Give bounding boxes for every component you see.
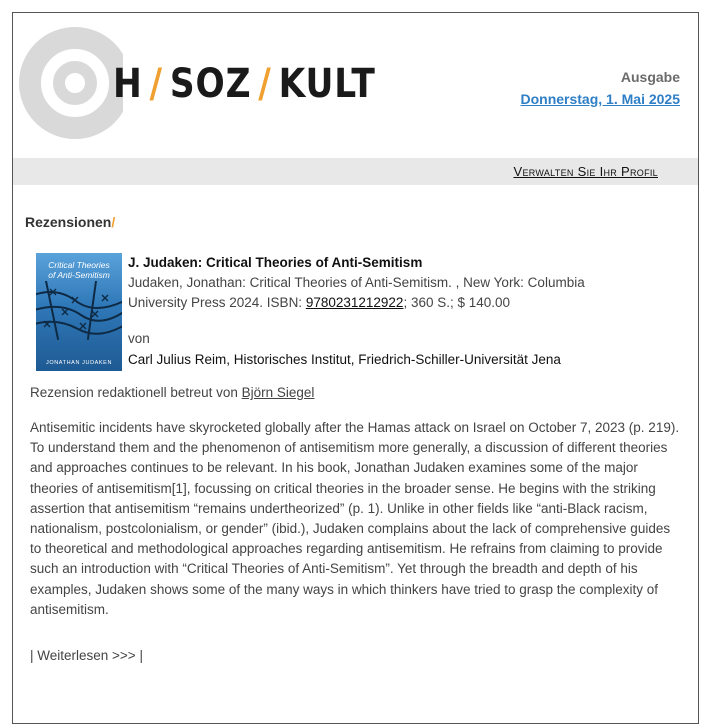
cover-title-line: of Anti-Semitism bbox=[48, 270, 110, 280]
barbed-wire-icon bbox=[36, 281, 122, 341]
book-cover[interactable] bbox=[36, 253, 122, 371]
brand-slash: / bbox=[258, 61, 272, 107]
review-body: Antisemitic incidents have skyrocketed globally after the Hamas attack on Israel on October 7, 2023 (p. 219). To understand them and the phenomenon of antisemitism more generally, a discussion of different theories and approaches continues to be relevant. In his book, Jonathan Judaken examines some of the major theories of antisemitism[1], focussing on critical theories in the broader sense. He begins with the striking assertion that antisemitism “remains undertheorized” (p. 1). Unlike in other fields like “anti-Black racism, nationalism, postcolonialism, or gender” (ibid.), Judaken complains about the lack of comprehensive guides to theoretical and methodological approaches regarding antisemitism. He refrains from claiming to provide such an introduction with “Critical Theories of Anti-Semitism”. Yet through the breadth and depth of his examples, Judaken shows some of the many ways in which thinkers have tried to grasp the complexity of antisemitism. bbox=[30, 420, 680, 617]
book-info bbox=[128, 253, 688, 371]
brand-part-kult: KULT bbox=[278, 61, 376, 107]
cover-title-line: Critical Theories bbox=[48, 260, 110, 270]
editor-prefix: Rezension redaktionell betreut von bbox=[30, 385, 242, 400]
editor-line bbox=[30, 385, 314, 400]
section-slash: / bbox=[111, 214, 116, 230]
book-meta-text: ; 360 S.; $ 140.00 bbox=[403, 295, 511, 310]
von-label: von bbox=[128, 331, 150, 346]
cover-author: JONATHAN JUDAKEN bbox=[45, 360, 113, 366]
brand-part-soz: SOZ bbox=[169, 61, 252, 107]
read-more-link[interactable]: | Weiterlesen >>> | bbox=[30, 648, 143, 663]
issue-label: Ausgabe bbox=[620, 69, 680, 85]
cover-title bbox=[36, 260, 122, 280]
section-title-text: Rezensionen bbox=[25, 214, 112, 230]
profile-bar bbox=[13, 158, 698, 185]
logo-ring-icon bbox=[13, 13, 123, 143]
manage-profile-link[interactable]: Verwalten Sie Ihr Profil bbox=[513, 164, 658, 179]
brand-part-h: H bbox=[113, 61, 143, 107]
book-title-link[interactable]: J. Judaken: Critical Theories of Anti-Semitism bbox=[128, 255, 423, 270]
brand-logo[interactable] bbox=[113, 60, 376, 108]
reviewer: Carl Julius Reim, Historisches Institut, Friedrich-Schiller-Universität Jena bbox=[128, 352, 561, 367]
issue-info bbox=[520, 67, 680, 111]
newsletter-frame bbox=[12, 12, 699, 724]
header bbox=[13, 13, 698, 158]
book-meta-text: Judaken, Jonathan: Critical Theories of Anti-Semitism. , New York: Columbia University Press 2024. ISBN: bbox=[128, 275, 585, 310]
isbn-link[interactable]: 9780231212922 bbox=[305, 295, 404, 310]
brand-slash: / bbox=[149, 61, 163, 107]
section-title bbox=[25, 214, 115, 230]
book-meta bbox=[128, 273, 628, 313]
issue-date-link[interactable]: Donnerstag, 1. Mai 2025 bbox=[520, 91, 680, 107]
editor-name-link[interactable]: Björn Siegel bbox=[241, 385, 315, 400]
